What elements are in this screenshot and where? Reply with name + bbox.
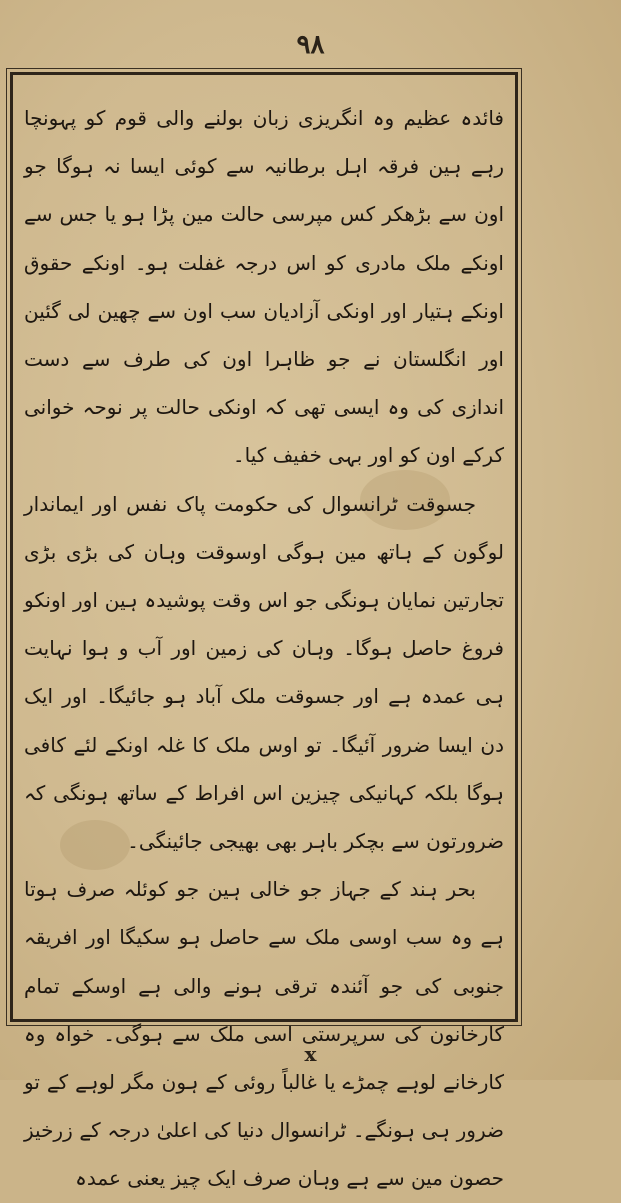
body-text [24,94,504,1203]
paragraph-2: جسوقت ٹرانسوال کی حکومت پاک نفس اور ایماندار لوگون کے ہاتھ مین ہوگی اوسوقت وہان کی بڑی بڑی تجارتین نمایان ہونگی جو اس وقت پوشیدہ ہین اور اونکو فروغ حاصل ہوگا۔ وہان کی زمین اور آب و ہوا نہایت ہی عمدہ ہے اور جسوقت ملک آباد ہو جائیگا۔ اور ایک دن ایسا ضرور آئیگا۔ تو اوس ملک کا غلہ اونکے لئے کافی ہوگا بلکہ کہانیکی چیزین اس افراط کے ساتھ ہونگی کہ ضرورتون سے بچکر باہر بھی بھیجی جائینگی۔ [24,491,504,854]
paragraph-1: فائدہ عظیم وہ انگریزی زبان بولنے والی قوم کو پہونچا رہے ہین فرقہ اہل برطانیہ سے کوئی ایسا نہ ہوگا جو اون سے بڑھکر کس مپرسی حالت مین پڑا ہو یا جس سے اونکے ملک مادری کو اس درجہ غفلت ہو۔ اونکے حقوق اونکے ہتیار اور اونکی آزادیان سب اون سے چھین لی گئین اور انگلستان نے جو ظاہرا اون کی طرف سے دست اندازی کی وہ ایسی تھی کہ اونکی حالت پر نوحہ خوانی کرکے اون کو اور بہی خفیف کیا۔ [24,106,504,468]
page-number: ۹۸ [296,30,325,60]
paragraph-3: بحر ہند کے جہاز جو خالی ہین جو کوئلہ صرف ہوتا ہے وہ سب اوسی ملک سے حاصل ہو سکیگا اور افریقہ جنوبی کی جو آئندہ ترقی ہونے والی ہے اوسکے تمام کارخانون کی سرپرستی اسی ملک سے ہوگی۔ خواہ وہ کارخانے لوہے چمڑے یا غالباً روئی کے ہون مگر لوہے کے تو ضرور ہی ہونگے۔ ٹرانسوال دنیا کی اعلیٰ درجہ کے زرخیز حصون مین سے ہے وہان صرف ایک چیز یعنی عمدہ [24,877,504,1191]
footer-mark: x [304,1042,317,1066]
